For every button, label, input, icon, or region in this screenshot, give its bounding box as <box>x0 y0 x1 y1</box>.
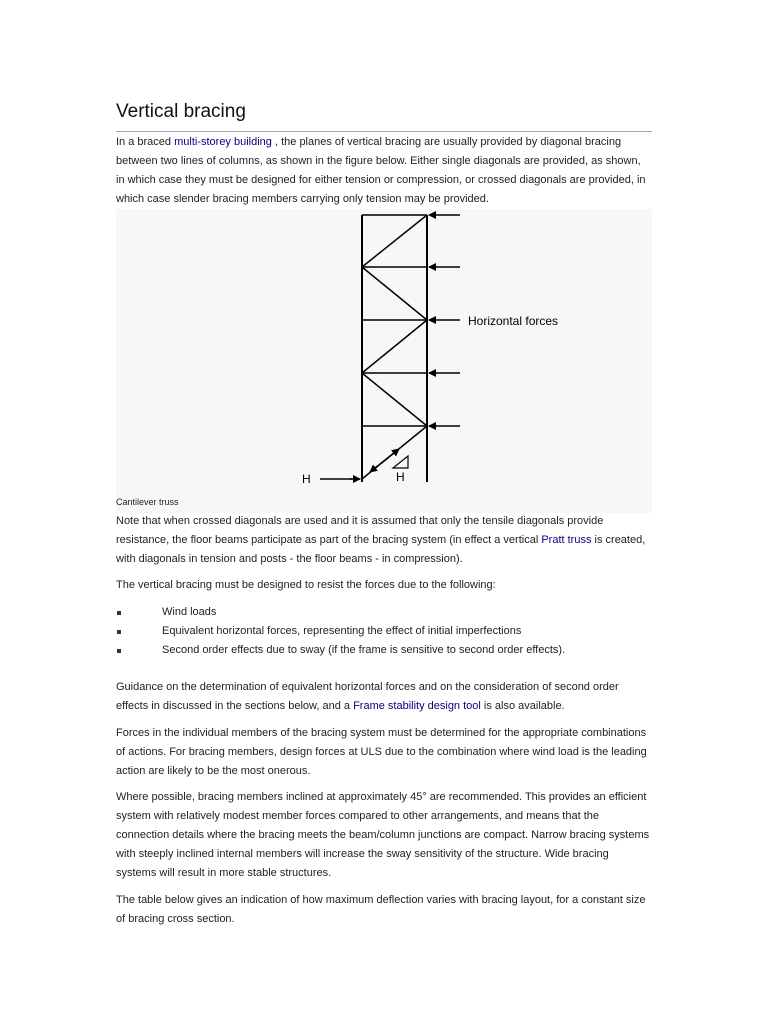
title-divider <box>116 131 652 132</box>
intro-text-end: , the planes of vertical bracing are usually provided by diagonal bracing between two lines of columns, as shown in the figure below. Either single diagonals are provided, as shown, in which case they must be designed for either tension or compression, or crossed diagonals are provided, in which case slender bracing members carrying only tension may be provided. <box>116 136 646 205</box>
cantilever-truss-figure <box>116 209 652 513</box>
bracing-angle-paragraph: Where possible, bracing members inclined at approximately 45° are recommended. This provides an efficient system with relatively modest member forces compared to other arrangements, and means that the connection details where the bracing meets the beam/column junctions are compact. Narrow bracing systems with steeply inclined internal members will increase the sway sensitivity of the structure. Wide bracing systems will result in more stable structures. <box>116 791 650 879</box>
slope-triangle <box>393 456 408 468</box>
truss-diagram <box>116 209 652 513</box>
member-forces-paragraph: Forces in the individual members of the bracing system must be determined for the appropriate combinations of actions. For bracing members, design forces at ULS due to the combination where wind load is the leading action are likely to be the most onerous. <box>116 727 647 777</box>
pratt-truss-link[interactable]: Pratt truss <box>541 534 592 546</box>
list-item <box>116 603 652 622</box>
h-left-label: H <box>302 472 311 486</box>
bullet-icon <box>117 630 121 634</box>
h-right-label: H <box>396 470 405 484</box>
bullet-icon <box>117 649 121 653</box>
bullet-icon <box>117 611 121 615</box>
intro-paragraph <box>116 133 652 209</box>
diagonal-brace <box>362 373 427 426</box>
diagonal-brace <box>362 267 427 320</box>
list-item <box>116 622 652 641</box>
crossed-text-start: Note that when crossed diagonals are used and it is assumed that only the tensile diagonals provide resistance, the floor beams participate as part of the bracing system (in effect a vertical <box>116 515 604 546</box>
list-item-text: Equivalent horizontal forces, representing the effect of initial imperfections <box>162 625 522 637</box>
frame-stability-tool-link[interactable]: Frame stability design tool <box>353 700 481 712</box>
crossed-text-end: is created, with diagonals in tension and posts - the floor beams - in compression). <box>116 534 646 565</box>
list-item <box>116 641 652 660</box>
horizontal-forces-label: Horizontal forces <box>468 314 559 328</box>
list-item-text: Wind loads <box>162 606 217 618</box>
forces-intro-paragraph: The vertical bracing must be designed to resist the forces due to the following: <box>116 579 496 591</box>
guidance-paragraph <box>116 678 652 716</box>
intro-text-start: In a braced <box>116 136 175 148</box>
page-title: Vertical bracing <box>116 101 246 122</box>
forces-list <box>116 603 652 660</box>
diagonal-brace <box>362 320 427 373</box>
figure-caption: Cantilever truss <box>116 497 179 507</box>
table-intro-paragraph: The table below gives an indication of how maximum deflection varies with bracing layout, for a constant size of bracing cross section. <box>116 894 646 925</box>
diagonal-brace <box>362 215 427 267</box>
list-item-text: Second order effects due to sway (if the frame is sensitive to second order effects). <box>162 644 566 656</box>
multi-storey-building-link[interactable]: multi-storey building <box>174 136 272 148</box>
guidance-text-start: Guidance on the determination of equivalent horizontal forces and on the consideration of second order effects in discussed in the sections below, and a <box>116 681 619 712</box>
guidance-text-end: is also available. <box>480 700 565 712</box>
crossed-diagonals-paragraph <box>116 512 652 569</box>
